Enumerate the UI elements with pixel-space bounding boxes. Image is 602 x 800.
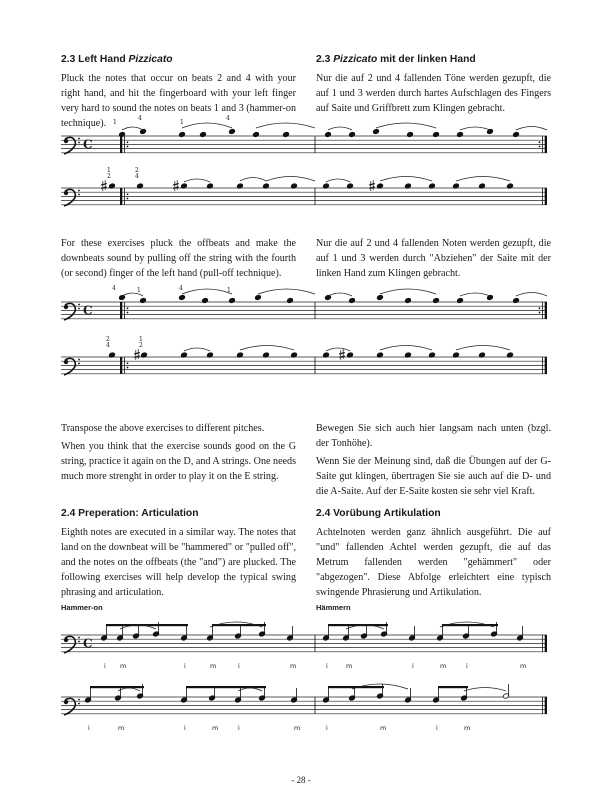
note-head (253, 132, 260, 138)
articulation-letter: i (436, 724, 438, 732)
note-head (433, 132, 440, 138)
repeat-end-thick-bar (545, 302, 547, 319)
slur-arc (240, 178, 266, 182)
slur-arc (464, 688, 506, 692)
repeat-dot (127, 367, 129, 369)
slur-arc (326, 348, 350, 351)
section-heading-2-3-en: 2.3 Left Hand Pizzicato (61, 54, 173, 65)
note-head (255, 295, 262, 301)
slur-arc (122, 127, 143, 130)
finger-number: 1 (139, 336, 143, 343)
repeat-start-thick-bar (120, 136, 122, 153)
articulation-letter: m (120, 662, 127, 670)
bass-clef-icon-dot-lower (78, 308, 80, 310)
bass-clef-icon-dot-upper (78, 699, 80, 701)
repeat-start-thick-bar (120, 188, 122, 205)
bass-clef-icon-dot (64, 305, 68, 309)
articulation-letter: i (184, 724, 186, 732)
slur-arc (380, 289, 436, 294)
articulation-letter: i (326, 662, 328, 670)
note-head (287, 298, 294, 304)
repeat-dot (539, 312, 541, 314)
articulation-letter: m (464, 724, 471, 732)
articulation-letter: m (520, 662, 527, 670)
slur-arc (266, 177, 315, 182)
sharp-icon (101, 184, 107, 185)
note-head (283, 132, 290, 138)
bass-clef-icon-dot (64, 191, 68, 195)
finger-number: 2 (135, 167, 139, 174)
paragraph-2-4-de: Achtelnoten werden ganz ähnlich ausgeführt. Die auf "und" fallenden Achtel werden gezupft, die auf das Metrum fallenden werden "gehämmert" oder "abgezogen". Diese Abfolge erleichtert eine typisch swingende Phrasierung und Artikulation. (316, 527, 551, 598)
paragraph-2-3-de: Nur die auf 2 und 4 fallenden Töne werden gezupft, die auf 1 und 3 werden durch hartes Aufschlagen des Fingers auf Saite und Griffbrett zum Klingen gebracht. (316, 73, 551, 114)
note-head (229, 129, 236, 135)
slur-arc (184, 179, 210, 182)
repeat-dot (127, 307, 129, 309)
final-thick-bar (545, 357, 547, 374)
final-thick-bar (545, 188, 547, 205)
beam (186, 686, 266, 688)
note-head (140, 298, 147, 304)
slur-arc (456, 177, 510, 182)
note-head (325, 132, 332, 138)
note-head (513, 132, 520, 138)
bass-clef-icon-dot (64, 700, 68, 704)
finger-number: 4 (226, 115, 230, 122)
sharp-icon (339, 353, 345, 354)
repeat-dot (539, 146, 541, 148)
note-head (457, 132, 464, 138)
bass-clef-icon-dot-lower (78, 363, 80, 365)
slur-arc (182, 123, 232, 128)
paragraph-2-3-en: Pluck the notes that occur on beats 2 and 4 with your right hand, and hit the fingerboard with your left finger very hard to sound the notes on beats 1 and 3 (hammer-on technique). (61, 73, 296, 129)
repeat-start-thick-bar (120, 302, 122, 319)
bass-clef-icon-dot-upper (78, 637, 80, 639)
bass-clef-icon-dot-upper (78, 304, 80, 306)
finger-number: 1 (107, 167, 111, 174)
finger-number: 1 (180, 119, 184, 126)
slur-arc (516, 127, 547, 131)
articulation-letter: i (104, 662, 106, 670)
note-head (349, 132, 356, 138)
bass-clef-icon-dot-lower (78, 641, 80, 643)
finger-number: 4 (135, 173, 139, 180)
finger-number: 2 (139, 342, 143, 349)
paragraph-offbeat-en: For these exercises pluck the offbeats and make the downbeats sound by pulling off the string with the fourth (or second) finger of the left hand (pull-off technique). (61, 238, 296, 279)
bass-clef-icon-dot-lower (78, 703, 80, 705)
sharp-icon (173, 184, 179, 185)
slur-arc (182, 289, 232, 294)
section-heading-2-4-en: 2.4 Preperation: Articulation (61, 508, 199, 519)
finger-number: 1 (113, 119, 117, 126)
note-head (200, 132, 207, 138)
note-head (373, 129, 380, 135)
finger-number: 4 (138, 115, 142, 122)
slur-arc (240, 346, 294, 351)
articulation-letter: m (212, 724, 219, 732)
finger-number: 4 (112, 285, 116, 292)
common-time-signature: C (83, 636, 93, 651)
final-thick-bar (545, 635, 547, 652)
bass-clef-icon-dot-lower (78, 142, 80, 144)
slur-arc (184, 348, 210, 351)
articulation-letter: m (118, 724, 125, 732)
finger-number: 2 (106, 336, 110, 343)
slur-arc (380, 346, 432, 351)
slur-arc (456, 346, 510, 351)
note-head (229, 298, 236, 304)
paragraph-transpose-1-de: Bewegen Sie sich auch hier langsam nach unten (bzgl. der Tonhöhe). (316, 423, 551, 449)
slur-arc (328, 293, 352, 296)
repeat-start-thick-bar (120, 357, 122, 374)
section-heading-2-4-de: 2.4 Vorübung Artikulation (316, 508, 441, 519)
finger-number: 1 (137, 287, 141, 294)
bass-clef-icon-dot-upper (78, 359, 80, 361)
slur-arc (328, 127, 352, 130)
note-head (140, 129, 147, 135)
repeat-end-thick-bar (545, 136, 547, 153)
finger-number: 1 (227, 287, 231, 294)
beam (90, 686, 144, 688)
articulation-letter: m (380, 724, 387, 732)
slur-arc (256, 123, 315, 128)
articulation-letter: i (238, 724, 240, 732)
articulation-letter: m (294, 724, 301, 732)
common-time-signature: C (83, 137, 93, 152)
finger-number: 2 (107, 173, 111, 180)
sharp-icon (134, 353, 140, 354)
repeat-dot (127, 312, 129, 314)
paragraph-transpose-1-en: Transpose the above exercises to different pitches. (61, 423, 265, 434)
repeat-dot (539, 141, 541, 143)
final-thick-bar (545, 697, 547, 714)
paragraph-transpose-2-en: When you think that the exercise sounds good on the G string, practice it again on the D, and A strings. One needs much more strenght in order to play it on the E string. (61, 441, 296, 482)
articulation-letter: m (346, 662, 353, 670)
bass-clef-icon-dot-lower (78, 194, 80, 196)
bass-clef-icon-dot-upper (78, 138, 80, 140)
bass-clef-icon-dot (64, 638, 68, 642)
articulation-letter: m (290, 662, 297, 670)
paragraph-transpose-2-de: Wenn Sie der Meinung sind, daß die Übungen auf der G-Saite gut klingen, übertragen Sie sie auch auf die D- und die A-Saite. Auf der E-Saite kosten sie sehr viel Kraft. (316, 456, 551, 497)
note-head (202, 298, 209, 304)
note-head (433, 298, 440, 304)
repeat-dot (127, 146, 129, 148)
note-head (119, 295, 126, 301)
common-time-signature: C (83, 303, 93, 318)
note-head (405, 298, 412, 304)
page-number: - 28 - (291, 775, 311, 785)
note-head (179, 132, 186, 138)
bass-clef-icon-dot-upper (78, 190, 80, 192)
note-head (457, 298, 464, 304)
note-head (349, 298, 356, 304)
articulation-letter: i (412, 662, 414, 670)
label-hammer-on: Hammer-on (61, 603, 103, 612)
articulation-letter: i (88, 724, 90, 732)
slur-arc (258, 289, 315, 294)
sharp-icon (369, 184, 375, 185)
repeat-dot (127, 198, 129, 200)
repeat-dot (539, 307, 541, 309)
articulation-letter: i (184, 662, 186, 670)
slur-arc (460, 127, 490, 130)
slur-arc (118, 688, 140, 691)
articulation-letter: m (210, 662, 217, 670)
slur-arc (380, 177, 432, 182)
slur-arc (238, 688, 262, 691)
bass-clef-icon-dot (64, 360, 68, 364)
label-haemmern: Hämmern (316, 603, 351, 612)
bass-clef-icon-dot (64, 139, 68, 143)
articulation-letter: i (466, 662, 468, 670)
beam (438, 686, 468, 688)
articulation-letter: i (326, 724, 328, 732)
repeat-dot (127, 193, 129, 195)
note-head (513, 298, 520, 304)
articulation-letter: m (440, 662, 447, 670)
paragraph-offbeat-de: Nur die auf 2 und 4 fallenden Noten werden gezupft, die auf 1 und 3 werden durch "Abziehen" der Saite mit der linken Hand zum Klingen gebracht. (316, 238, 551, 279)
note-head (325, 295, 332, 301)
slur-arc (376, 123, 436, 128)
repeat-dot (127, 362, 129, 364)
slur-arc (516, 293, 547, 297)
slur-arc (326, 179, 350, 182)
section-heading-2-3-de: 2.3 Pizzicato mit der linken Hand (316, 54, 476, 65)
note-head (407, 132, 414, 138)
finger-number: 4 (106, 342, 110, 349)
paragraph-2-4-en: Eighth notes are executed in a similar way. The notes that land on the downbeat will be "hammered" or "pulled off", and the notes on the offbeats (the "and") are plucked. The following exercises will help develop the typical swing phrasing and articulation. (61, 527, 296, 598)
repeat-dot (127, 141, 129, 143)
finger-number: 4 (179, 285, 183, 292)
note-head (377, 295, 384, 301)
note-head (179, 295, 186, 301)
articulation-letter: i (238, 662, 240, 670)
slur-arc (460, 293, 490, 296)
